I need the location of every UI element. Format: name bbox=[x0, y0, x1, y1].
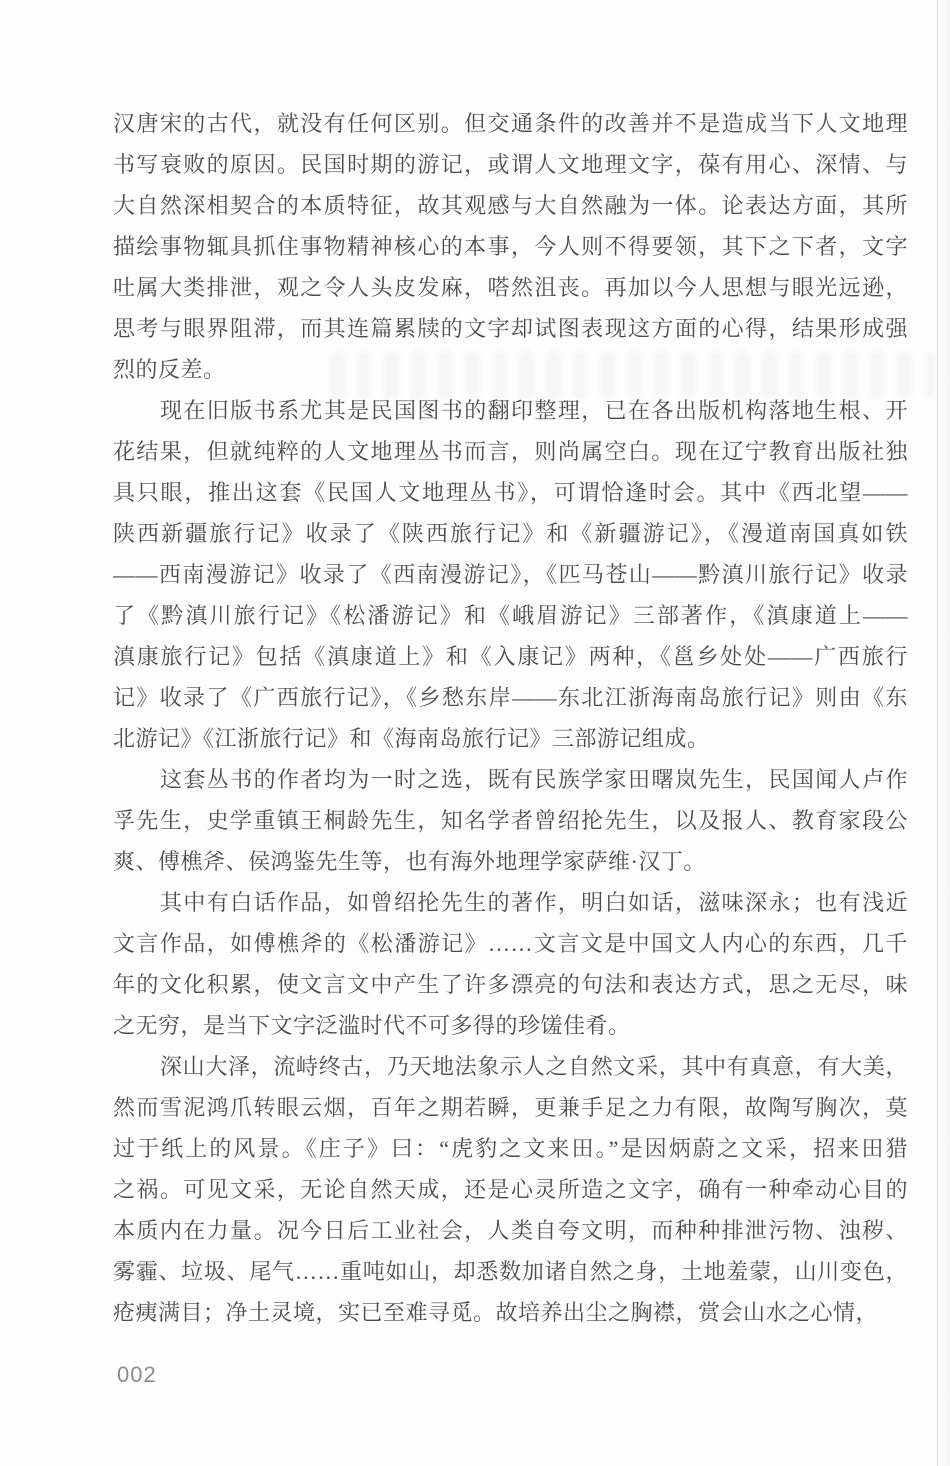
page-text bbox=[113, 103, 908, 1333]
text-line: 陕西新疆旅行记》收录了《陕西旅行记》和《新疆游记》，《漫道南国真如铁 bbox=[113, 521, 908, 546]
text-line: 烈的反差。 bbox=[113, 357, 226, 382]
text-line: 文言作品，如傅樵斧的《松潘游记》……文言文是中国文人内心的东西，几千 bbox=[113, 931, 908, 956]
text-line: 书写衰败的原因。民国时期的游记，或谓人文地理文字，葆有用心、深情、与 bbox=[113, 152, 908, 177]
text-line: 记》收录了《广西旅行记》，《乡愁东岸——东北江浙海南岛旅行记》则由《东 bbox=[113, 685, 908, 710]
text-line: 汉唐宋的古代，就没有任何区别。但交通条件的改善并不是造成当下人文地理 bbox=[113, 111, 908, 136]
text-line: 滇康旅行记》包括《滇康道上》和《入康记》两种，《邕乡处处——广西旅行 bbox=[113, 644, 908, 669]
text-line: 这套丛书的作者均为一时之选，既有民族学家田曙岚先生，民国闻人卢作 bbox=[160, 767, 908, 792]
text-line: 花结果，但就纯粹的人文地理丛书而言，则尚属空白。现在辽宁教育出版社独 bbox=[113, 439, 908, 464]
text-line: 描绘事物辄具抓住事物精神核心的本事，今人则不得要领，其下之下者，文字 bbox=[113, 234, 908, 259]
text-line: 孚先生，史学重镇王桐龄先生，知名学者曾绍抡先生，以及报人、教育家段公 bbox=[113, 808, 908, 833]
text-line: 思考与眼界阻滞，而其连篇累牍的文字却试图表现这方面的心得，结果形成强 bbox=[113, 316, 908, 341]
text-line: 本质内在力量。况今日后工业社会，人类自夸文明，而种种排泄污物、浊秽、 bbox=[113, 1218, 908, 1243]
text-line: 北游记》《江浙旅行记》和《海南岛旅行记》三部游记组成。 bbox=[113, 726, 710, 751]
text-line: 大自然深相契合的本质特征，故其观感与大自然融为一体。论表达方面，其所 bbox=[113, 193, 908, 218]
text-line: 年的文化积累，使文言文中产生了许多漂亮的句法和表达方式，思之无尽，味 bbox=[113, 972, 908, 997]
paragraph bbox=[113, 103, 908, 390]
text-line: 之祸。可见文采，无论自然天成，还是心灵所造之文字，确有一种牵动心目的 bbox=[113, 1177, 908, 1202]
text-line: 了《黔滇川旅行记》《松潘游记》和《峨眉游记》三部著作，《滇康道上—— bbox=[113, 603, 908, 628]
text-line: 具只眼，推出这套《民国人文地理丛书》，可谓恰逢时会。其中《西北望—— bbox=[113, 480, 908, 505]
text-line: 过于纸上的风景。《庄子》曰：“虎豹之文来田。”是因炳蔚之文采，招来田猎 bbox=[113, 1136, 908, 1161]
page-number: 002 bbox=[117, 1362, 157, 1387]
text-line: 现在旧版书系尤其是民国图书的翻印整理，已在各出版机构落地生根、开 bbox=[160, 398, 908, 423]
text-line: 之无穷，是当下文字泛滥时代不可多得的珍馐佳肴。 bbox=[113, 1013, 631, 1038]
paragraph bbox=[113, 759, 908, 882]
text-line: 雾霾、垃圾、尾气……重吨如山，却悉数加诸自然之身，土地羞蒙，山川变色， bbox=[113, 1259, 908, 1284]
paragraph bbox=[113, 1046, 908, 1333]
page-edge-strip bbox=[937, 0, 950, 1466]
text-line: 其中有白话作品，如曾绍抡先生的著作，明白如话，滋味深永；也有浅近 bbox=[160, 890, 908, 915]
paragraph bbox=[113, 390, 908, 759]
text-line: 爽、傅樵斧、侯鸿鉴先生等，也有海外地理学家萨维·汉丁。 bbox=[113, 849, 706, 874]
text-line: 疮痍满目；净土灵境，实已至难寻觅。故培养出尘之胸襟，赏会山水之心情， bbox=[113, 1300, 879, 1325]
text-line: 深山大泽，流峙终古，乃天地法象示人之自然文采，其中有真意，有大美， bbox=[160, 1054, 908, 1079]
text-line: ——西南漫游记》收录了《西南漫游记》，《匹马苍山——黔滇川旅行记》收录 bbox=[113, 562, 908, 587]
page-edge-line bbox=[937, 0, 938, 1466]
text-line: 吐属大类排泄，观之令人头皮发麻，嗒然沮丧。再加以今人思想与眼光远逊， bbox=[113, 275, 908, 300]
text-line: 然而雪泥鸿爪转眼云烟，百年之期若瞬，更兼手足之力有限，故陶写胸次，莫 bbox=[113, 1095, 908, 1120]
paragraph bbox=[113, 882, 908, 1046]
